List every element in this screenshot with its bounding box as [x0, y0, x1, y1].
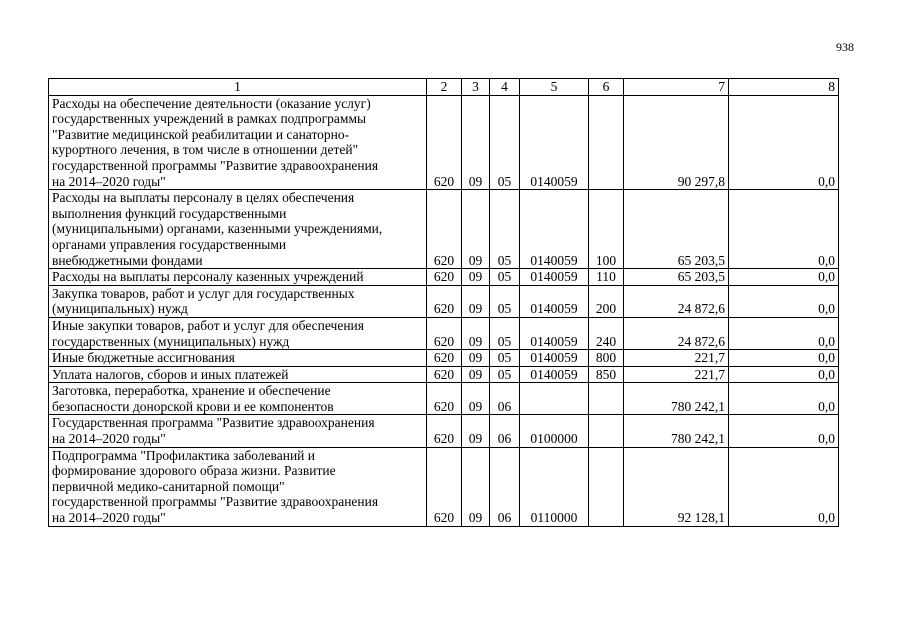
cell-subsection: 05 — [490, 285, 520, 317]
cell-amount-secondary: 0,0 — [729, 366, 839, 383]
expense-name-line: на 2014–2020 годы" — [52, 510, 166, 526]
cell-amount: 65 203,5 — [624, 190, 729, 269]
expense-name-line: (муниципальными) органами, казенными учреждениями, — [52, 221, 383, 237]
cell-ministry: 620 — [427, 190, 462, 269]
header-cell-8: 8 — [729, 79, 839, 96]
expense-name-line: Государственная программа "Развитие здравоохранения — [52, 415, 375, 431]
cell-section: 09 — [462, 95, 490, 190]
cell-amount: 92 128,1 — [624, 447, 729, 526]
cell-subsection: 05 — [490, 95, 520, 190]
cell-expense-type — [589, 383, 624, 415]
cell-target-article: 0110000 — [520, 447, 589, 526]
cell-target-article: 0140059 — [520, 366, 589, 383]
expense-name-line: Иные закупки товаров, работ и услуг для обеспечения — [52, 317, 364, 333]
cell-amount-secondary: 0,0 — [729, 447, 839, 526]
expense-name-line: на 2014–2020 годы" — [52, 431, 166, 447]
cell-amount: 780 242,1 — [624, 415, 729, 447]
cell-ministry: 620 — [427, 350, 462, 367]
cell-target-article: 0140059 — [520, 269, 589, 286]
cell-expense-type: 100 — [589, 190, 624, 269]
cell-subsection: 05 — [490, 350, 520, 367]
header-cell-1: 1 — [49, 79, 427, 96]
expense-name-line: выполнения функций государственными — [52, 205, 287, 221]
cell-subsection: 05 — [490, 269, 520, 286]
expense-name-line: безопасности донорской крови и ее компонентов — [52, 398, 334, 414]
cell-section: 09 — [462, 366, 490, 383]
cell-expense-type: 240 — [589, 317, 624, 349]
expense-name-line: Закупка товаров, работ и услуг для государственных — [52, 285, 355, 301]
expense-name-line: Заготовка, переработка, хранение и обеспечение — [52, 383, 331, 399]
cell-expense-name — [49, 350, 427, 367]
cell-target-article: 0140059 — [520, 350, 589, 367]
expense-name-line: формирование здорового образа жизни. Развитие — [52, 463, 336, 479]
cell-expense-type: 850 — [589, 366, 624, 383]
expense-name-line: (муниципальных) нужд — [52, 301, 188, 317]
cell-expense-type — [589, 447, 624, 526]
cell-amount-secondary: 0,0 — [729, 415, 839, 447]
header-cell-3: 3 — [462, 79, 490, 96]
cell-ministry: 620 — [427, 317, 462, 349]
table-row — [49, 285, 839, 317]
cell-amount-secondary: 0,0 — [729, 95, 839, 190]
cell-ministry: 620 — [427, 95, 462, 190]
cell-ministry: 620 — [427, 383, 462, 415]
expense-name-line: "Развитие медицинской реабилитации и санаторно- — [52, 126, 350, 142]
cell-expense-type: 200 — [589, 285, 624, 317]
table-row — [49, 190, 839, 269]
expense-name-line: курортного лечения, в том числе в отношении детей" — [52, 142, 359, 158]
table-row — [49, 269, 839, 286]
cell-subsection: 06 — [490, 447, 520, 526]
cell-amount-secondary: 0,0 — [729, 350, 839, 367]
cell-expense-name — [49, 317, 427, 349]
cell-amount-secondary: 0,0 — [729, 383, 839, 415]
cell-subsection: 06 — [490, 415, 520, 447]
table-row — [49, 415, 839, 447]
cell-amount-secondary: 0,0 — [729, 317, 839, 349]
expense-name-line: Расходы на обеспечение деятельности (оказание услуг) — [52, 95, 371, 111]
header-cell-6: 6 — [589, 79, 624, 96]
cell-section: 09 — [462, 383, 490, 415]
expense-name-line: государственной программы "Развитие здравоохранения — [52, 494, 379, 510]
header-cell-4: 4 — [490, 79, 520, 96]
expense-name-line: государственных учреждений в рамках подпрограммы — [52, 111, 367, 127]
cell-section: 09 — [462, 447, 490, 526]
header-cell-7: 7 — [624, 79, 729, 96]
expense-name-line: на 2014–2020 годы" — [52, 173, 166, 189]
cell-expense-name — [49, 383, 427, 415]
expense-name-line: Уплата налогов, сборов и иных платежей — [52, 366, 289, 382]
cell-ministry: 620 — [427, 366, 462, 383]
expense-name-line: государственной программы "Развитие здравоохранения — [52, 157, 379, 173]
cell-ministry: 620 — [427, 269, 462, 286]
cell-amount-secondary: 0,0 — [729, 285, 839, 317]
cell-subsection: 05 — [490, 317, 520, 349]
cell-amount-secondary: 0,0 — [729, 190, 839, 269]
cell-section: 09 — [462, 285, 490, 317]
cell-section: 09 — [462, 269, 490, 286]
expense-name-line: органами управления государственными — [52, 236, 287, 252]
cell-subsection: 05 — [490, 190, 520, 269]
cell-ministry: 620 — [427, 447, 462, 526]
cell-expense-type — [589, 415, 624, 447]
header-cell-2: 2 — [427, 79, 462, 96]
cell-amount: 221,7 — [624, 350, 729, 367]
cell-amount: 221,7 — [624, 366, 729, 383]
table-row — [49, 366, 839, 383]
table-row — [49, 350, 839, 367]
cell-ministry: 620 — [427, 415, 462, 447]
expense-name-line: первичной медико-санитарной помощи" — [52, 478, 285, 494]
table-row — [49, 383, 839, 415]
cell-expense-name — [49, 447, 427, 526]
cell-expense-type — [589, 95, 624, 190]
budget-table — [48, 78, 839, 527]
cell-expense-name — [49, 95, 427, 190]
table-row — [49, 95, 839, 190]
table-row — [49, 447, 839, 526]
expense-name-line: внебюджетными фондами — [52, 252, 203, 268]
cell-target-article: 0140059 — [520, 317, 589, 349]
cell-target-article: 0100000 — [520, 415, 589, 447]
cell-target-article: 0140059 — [520, 95, 589, 190]
header-cell-5: 5 — [520, 79, 589, 96]
expense-name-line: Подпрограмма "Профилактика заболеваний и — [52, 447, 315, 463]
cell-section: 09 — [462, 350, 490, 367]
page-number: 938 — [836, 40, 854, 54]
cell-amount: 24 872,6 — [624, 285, 729, 317]
cell-section: 09 — [462, 190, 490, 269]
cell-amount: 24 872,6 — [624, 317, 729, 349]
cell-ministry: 620 — [427, 285, 462, 317]
cell-section: 09 — [462, 415, 490, 447]
cell-expense-type: 800 — [589, 350, 624, 367]
cell-target-article: 0140059 — [520, 190, 589, 269]
cell-expense-name — [49, 190, 427, 269]
cell-amount: 780 242,1 — [624, 383, 729, 415]
cell-expense-name — [49, 269, 427, 286]
cell-expense-name — [49, 366, 427, 383]
table-row — [49, 317, 839, 349]
cell-expense-name — [49, 285, 427, 317]
expense-name-line: государственных (муниципальных) нужд — [52, 333, 290, 349]
cell-section: 09 — [462, 317, 490, 349]
expense-name-line: Иные бюджетные ассигнования — [52, 350, 235, 366]
cell-amount: 65 203,5 — [624, 269, 729, 286]
cell-expense-type: 110 — [589, 269, 624, 286]
cell-amount-secondary: 0,0 — [729, 269, 839, 286]
cell-expense-name — [49, 415, 427, 447]
cell-amount: 90 297,8 — [624, 95, 729, 190]
cell-target-article — [520, 383, 589, 415]
cell-subsection: 06 — [490, 383, 520, 415]
cell-target-article: 0140059 — [520, 285, 589, 317]
expense-name-line: Расходы на выплаты персоналу казенных учреждений — [52, 269, 364, 285]
table-header-row — [49, 79, 839, 96]
expense-name-line: Расходы на выплаты персоналу в целях обеспечения — [52, 190, 355, 206]
cell-subsection: 05 — [490, 366, 520, 383]
